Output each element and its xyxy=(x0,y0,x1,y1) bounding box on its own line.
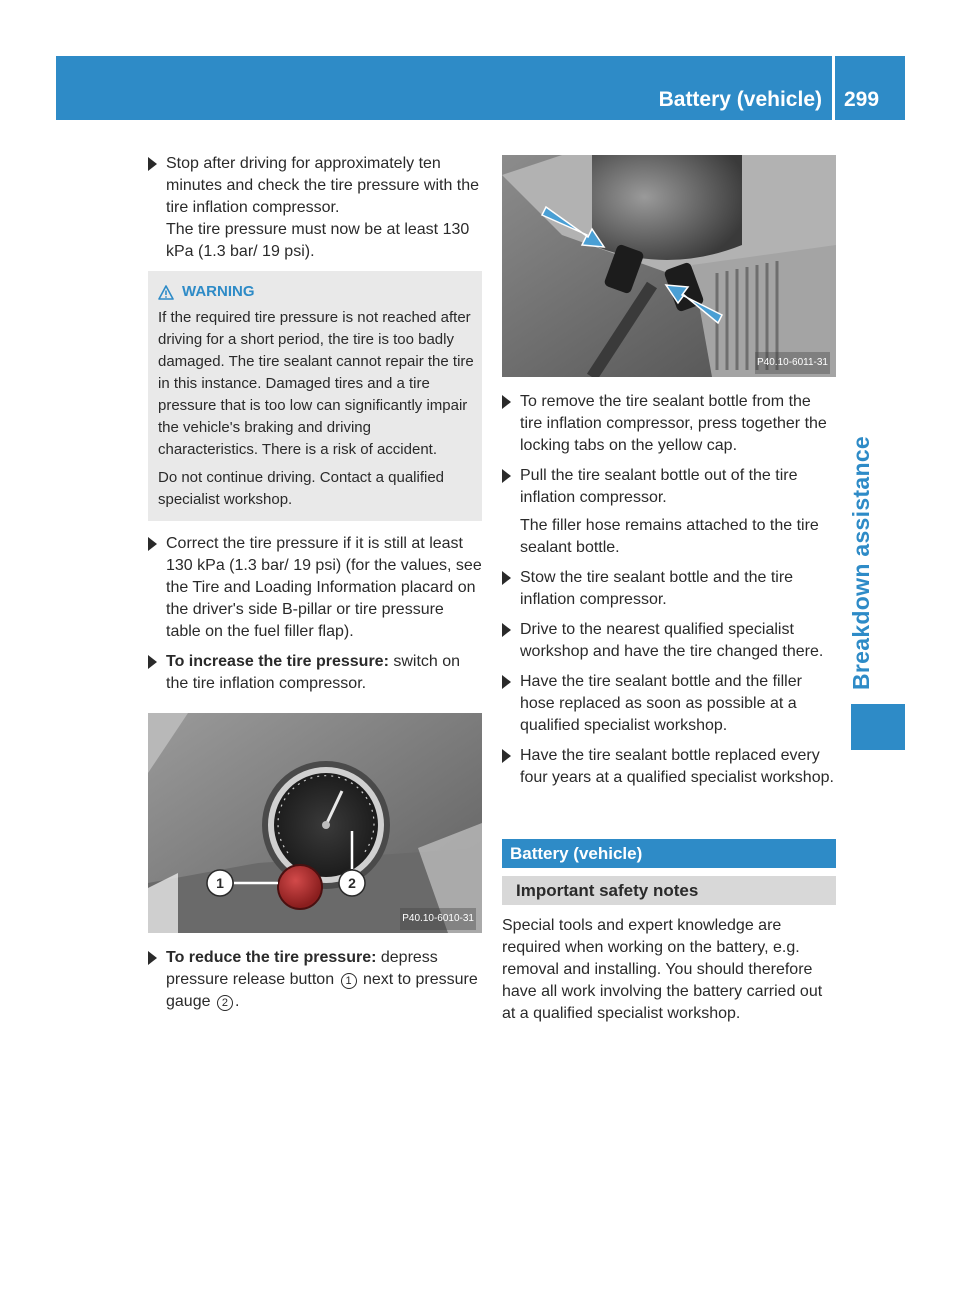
gauge-photo xyxy=(148,713,482,933)
step-arrow-icon xyxy=(502,623,511,637)
compressor-gauge-image xyxy=(148,713,482,933)
step-pull-bottle xyxy=(502,465,836,559)
step-text: Have the tire sealant bottle replaced every four years at a qualified specialist workshop. xyxy=(520,747,834,786)
step-arrow-icon xyxy=(502,571,511,585)
page-number: 299 xyxy=(844,88,880,111)
step-correct-pressure xyxy=(148,533,482,643)
warning-label: WARNING xyxy=(182,283,255,300)
subsection-heading: Important safety notes xyxy=(502,876,836,905)
image-code: P40.10-6010-31 xyxy=(400,908,476,930)
step-note: The filler hose remains attached to the tire sealant bottle. xyxy=(520,517,819,556)
step-check-pressure xyxy=(148,153,482,263)
step-arrow-icon xyxy=(502,675,511,689)
body-paragraph: Special tools and expert knowledge are required when working on the battery, e.g. removal and installing. You should therefore have all work involving the battery carried out at a qualified specialist workshop. xyxy=(502,917,823,1022)
callout-2: 2 xyxy=(217,995,233,1011)
right-column xyxy=(502,153,836,1025)
step-text: depress pressure release button xyxy=(166,949,438,988)
step-heading: To increase the tire pressure: xyxy=(166,653,389,670)
warning-text: Do not continue driving. Contact a qualified specialist workshop. xyxy=(158,469,445,508)
header-title: Battery (vehicle) xyxy=(658,88,822,111)
gauge-callout-2: 2 xyxy=(348,875,356,891)
warning-box xyxy=(148,271,482,521)
step-replace-bottle xyxy=(502,745,836,789)
step-drive-workshop xyxy=(502,619,836,663)
step-stow xyxy=(502,567,836,611)
step-arrow-icon xyxy=(148,655,157,669)
step-arrow-icon xyxy=(148,951,157,965)
side-tab-marker xyxy=(851,704,905,750)
left-column xyxy=(148,153,482,1021)
step-arrow-icon xyxy=(502,749,511,763)
step-text: next to pressure gauge xyxy=(166,971,478,1010)
step-text: The tire pressure must now be at least 130 kPa (1.3 bar/ 19 psi). xyxy=(166,221,470,260)
step-text: Correct the tire pressure if it is still at least 130 kPa (1.3 bar/ 19 psi) (for the values, see the Tire and Loading Information placard on the driver's side B-pillar or tire pressure table on the fuel filler flap). xyxy=(166,535,482,640)
step-arrow-icon xyxy=(502,469,511,483)
step-remove-bottle xyxy=(502,391,836,457)
warning-triangle-icon xyxy=(158,285,174,300)
step-arrow-icon xyxy=(148,537,157,551)
header-divider xyxy=(832,56,835,120)
sealant-bottle-image xyxy=(502,155,836,377)
gauge-callout-1: 1 xyxy=(216,875,224,891)
step-text: . xyxy=(234,993,240,1010)
section-heading: Battery (vehicle) xyxy=(502,839,836,868)
step-reduce-pressure xyxy=(148,947,482,1013)
step-replace-hose xyxy=(502,671,836,737)
step-text: Have the tire sealant bottle and the filler hose replaced as soon as possible at a qualified specialist workshop. xyxy=(520,673,802,734)
step-text: Stop after driving for approximately ten minutes and check the tire pressure with the tire inflation compressor. xyxy=(166,155,480,216)
step-text: Drive to the nearest qualified specialist workshop and have the tire changed there. xyxy=(520,621,824,660)
step-arrow-icon xyxy=(148,157,157,171)
callout-1: 1 xyxy=(341,973,357,989)
step-text: Pull the tire sealant bottle out of the tire inflation compressor. xyxy=(520,467,798,506)
bottle-photo xyxy=(502,155,836,377)
warning-text: If the required tire pressure is not reached after driving for a short period, the tire is too badly damaged. The tire sealant cannot repair the tire in this instance. Damaged tires and a tire pressure that is too low can significantly impair the vehicle's braking and driving characteristics. There is a risk of accident. xyxy=(158,309,474,458)
step-text: To remove the tire sealant bottle from the tire inflation compressor, press together the locking tabs on the yellow cap. xyxy=(520,393,827,454)
step-arrow-icon xyxy=(502,395,511,409)
step-text: switch on the tire inflation compressor. xyxy=(166,653,461,692)
step-increase-pressure xyxy=(148,651,482,695)
side-tab-label: Breakdown assistance xyxy=(848,435,874,690)
image-code: P40.10-6011-31 xyxy=(755,352,830,374)
step-heading: To reduce the tire pressure: xyxy=(166,949,377,966)
step-text: Stow the tire sealant bottle and the tire inflation compressor. xyxy=(520,569,794,608)
warning-heading xyxy=(158,281,474,303)
